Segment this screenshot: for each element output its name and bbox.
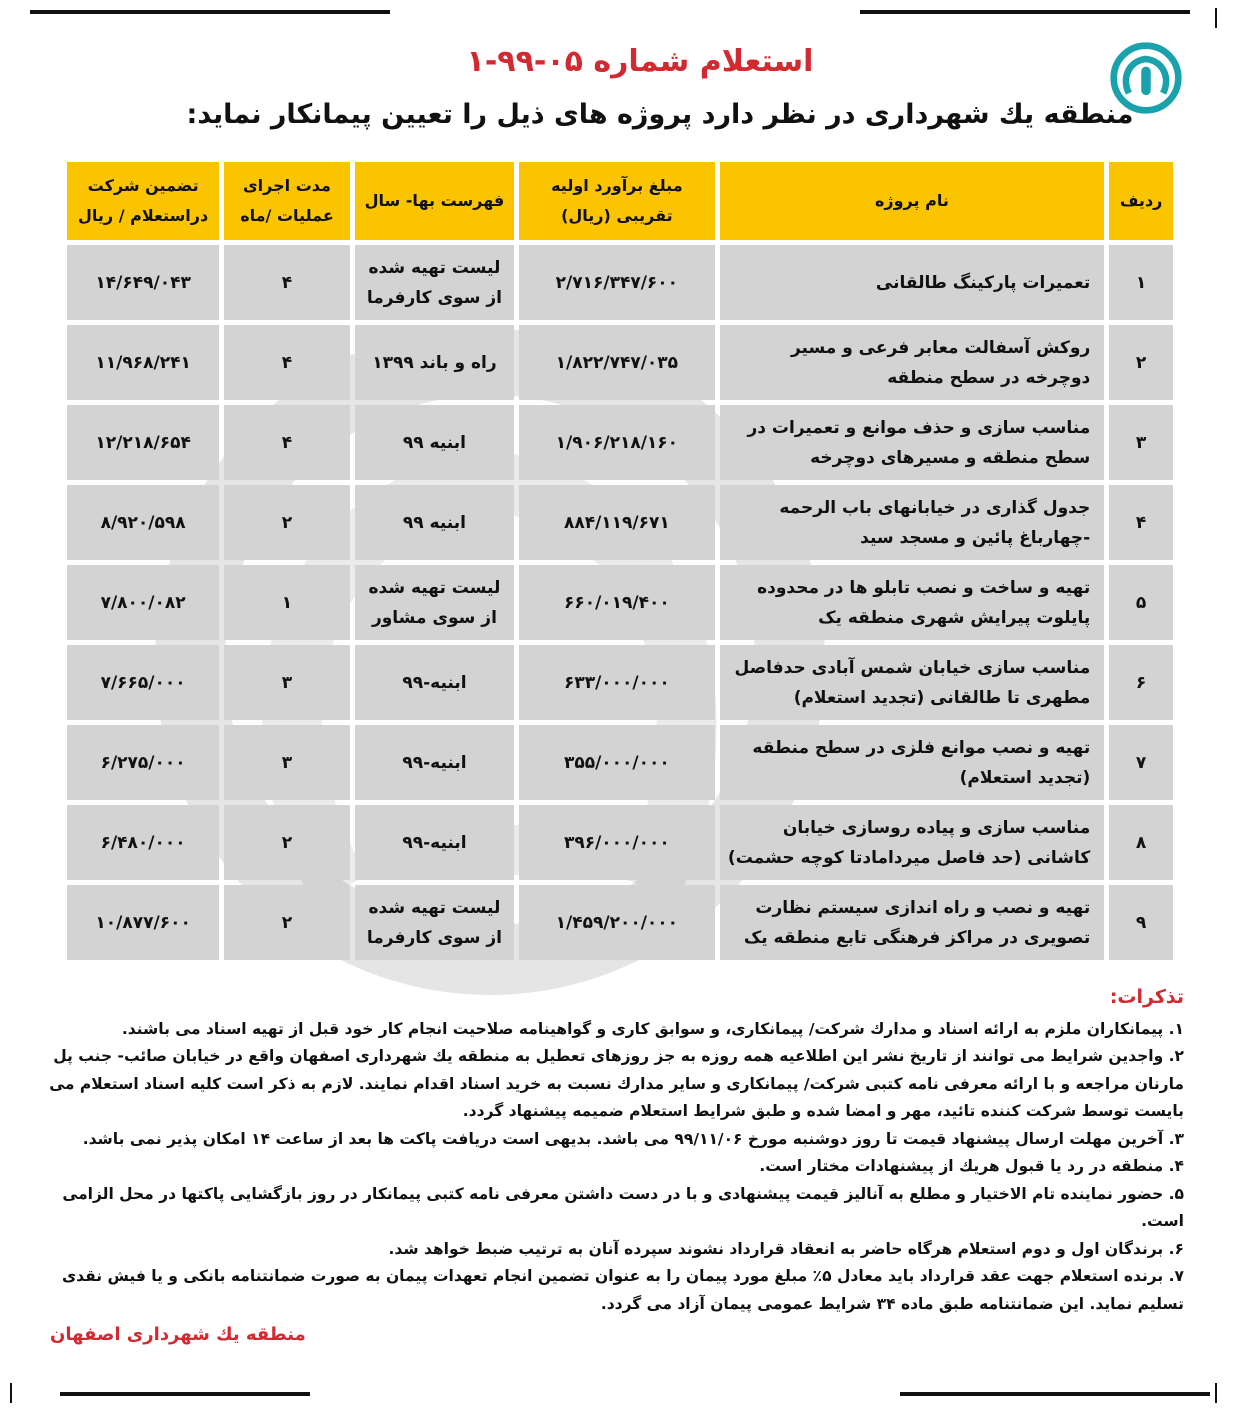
guarantee-amount: ۱۰/۸۷۷/۶۰۰: [67, 885, 219, 960]
price-list: ابنیه ۹۹: [355, 485, 514, 560]
top-rule-right: [860, 10, 1190, 14]
table-row: [67, 645, 1173, 720]
header-estimate: [519, 162, 714, 240]
header-duration-line2: عملیات /ماه: [240, 206, 334, 225]
estimate-amount: ۲/۷۱۶/۳۴۷/۶۰۰: [519, 245, 714, 320]
bottom-rule-left: [60, 1392, 310, 1396]
notes-heading: تذکرات:: [1109, 986, 1184, 1008]
crop-mark: [1215, 1383, 1217, 1403]
estimate-amount: ۳۹۶/۰۰۰/۰۰۰: [519, 805, 714, 880]
estimate-amount: ۶۶۰/۰۱۹/۴۰۰: [519, 565, 714, 640]
header-duration: [224, 162, 349, 240]
guarantee-amount: ۱۱/۹۶۸/۲۴۱: [67, 325, 219, 400]
duration-months: ۳: [224, 645, 349, 720]
duration-months: ۳: [224, 725, 349, 800]
table-row: [67, 325, 1173, 400]
estimate-amount: ۸۸۴/۱۱۹/۶۷۱: [519, 485, 714, 560]
guarantee-amount: ۷/۸۰۰/۰۸۲: [67, 565, 219, 640]
price-list: لیست تهیه شده از سوی کارفرما: [355, 245, 514, 320]
duration-months: ۲: [224, 805, 349, 880]
price-list: ابنیه-۹۹: [355, 725, 514, 800]
header-price-list: فهرست بها- سال: [355, 162, 514, 240]
note-item: ۳. آخرین مهلت ارسال پیشنهاد قیمت تا روز دوشنبه مورخ ۹۹/۱۱/۰۶ می باشد. بدیهی است دریافت پاکت ها بعد از ساعت ۱۴ امکان پذیر نمی باشد.: [82, 1129, 1184, 1148]
guarantee-amount: ۶/۴۸۰/۰۰۰: [67, 805, 219, 880]
note-item: ۶. برندگان اول و دوم استعلام هرگاه حاضر به انعقاد قرارداد نشوند سپرده آنان به ترتیب ضبط خواهد شد.: [388, 1239, 1184, 1258]
guarantee-amount: ۶/۲۷۵/۰۰۰: [67, 725, 219, 800]
project-name: مناسب سازی و پیاده روسازی خیابان کاشانی (حد فاصل میردامادتا کوچه حشمت): [720, 805, 1105, 880]
price-list: لیست تهیه شده از سوی مشاور: [355, 565, 514, 640]
price-list: لیست تهیه شده از سوی کارفرما: [355, 885, 514, 960]
guarantee-amount: ۸/۹۲۰/۵۹۸: [67, 485, 219, 560]
header-guarantee-line1: تضمین شرکت: [87, 176, 199, 195]
duration-months: ۴: [224, 405, 349, 480]
table-row: [67, 565, 1173, 640]
duration-months: ۲: [224, 485, 349, 560]
table-row: [67, 245, 1173, 320]
row-number: ۳: [1109, 405, 1173, 480]
top-rule-left: [30, 10, 390, 14]
header-estimate-line1: مبلغ برآورد اولیه: [551, 176, 683, 195]
table-row: [67, 885, 1173, 960]
project-name: تعمیرات پارکینگ طالقانی: [720, 245, 1105, 320]
note-item: ۵. حضور نماینده تام الاختیار و مطلع به آنالیز قیمت پیشنهادی و با در دست داشتن معرفی نامه کتبی پیمانکار در روز بازگشایی پاکتها در محل الزامی است.: [62, 1184, 1184, 1230]
projects-table: [62, 157, 1178, 965]
row-number: ۵: [1109, 565, 1173, 640]
project-name: تهیه و نصب موانع فلزی در سطح منطقه (تجدید استعلام): [720, 725, 1105, 800]
duration-months: ۴: [224, 325, 349, 400]
duration-months: ۱: [224, 565, 349, 640]
note-item: ۴. منطقه در رد یا قبول هریك از پیشنهادات مختار است.: [759, 1157, 1184, 1175]
guarantee-amount: ۱۴/۶۴۹/۰۴۳: [67, 245, 219, 320]
price-list: ابنیه-۹۹: [355, 805, 514, 880]
notice-subtitle: منطقه یك شهرداری در نظر دارد پروژه های ذیل را تعیین پیمانکار نماید:: [186, 99, 1134, 130]
header-guarantee: [67, 162, 219, 240]
duration-months: ۴: [224, 245, 349, 320]
row-number: ۱: [1109, 245, 1173, 320]
price-list: راه و باند ۱۳۹۹: [355, 325, 514, 400]
price-list: ابنیه-۹۹: [355, 645, 514, 720]
bottom-rule-right: [900, 1392, 1210, 1396]
row-number: ۴: [1109, 485, 1173, 560]
price-list: ابنیه ۹۹: [355, 405, 514, 480]
row-number: ۷: [1109, 725, 1173, 800]
guarantee-amount: ۱۲/۲۱۸/۶۵۴: [67, 405, 219, 480]
table-row: [67, 485, 1173, 560]
estimate-amount: ۶۳۳/۰۰۰/۰۰۰: [519, 645, 714, 720]
project-name: مناسب سازی خیابان شمس آبادی حدفاصل مطهری تا طالقانی (تجدید استعلام): [720, 645, 1105, 720]
crop-mark: [1215, 8, 1217, 28]
footer-signature: منطقه یك شهرداری اصفهان: [50, 1324, 306, 1345]
project-name: تهیه و نصب و راه اندازی سیستم نظارت تصویری در مراکز فرهنگی تابع منطقه یک: [720, 885, 1105, 960]
guarantee-amount: ۷/۶۶۵/۰۰۰: [67, 645, 219, 720]
notice-title: استعلام شماره ۰۵-۹۹-۱: [466, 44, 814, 79]
header-project-name: نام پروژه: [720, 162, 1105, 240]
estimate-amount: ۱/۴۵۹/۲۰۰/۰۰۰: [519, 885, 714, 960]
project-name: جدول گذاری در خیابانهای باب الرحمه -چهارباغ پائین و مسجد سید: [720, 485, 1105, 560]
estimate-amount: ۳۵۵/۰۰۰/۰۰۰: [519, 725, 714, 800]
crop-mark: [10, 1383, 12, 1403]
project-name: تهیه و ساخت و نصب تابلو ها در محدوده پایلوت پیرایش شهری منطقه یک: [720, 565, 1105, 640]
note-item: ۷. برنده استعلام جهت عقد قرارداد باید معادل ۵٪ مبلغ مورد پیمان را به عنوان تضمین انجام تعهدات پیمان به صورت ضمانتنامه بانکی و یا فیش نقدی تسلیم نماید. این ضمانتنامه طبق ماده ۳۴ شرایط عمومی پیمان آزاد می گردد.: [61, 1267, 1184, 1313]
row-number: ۶: [1109, 645, 1173, 720]
project-name: مناسب سازی و حذف موانع و تعمیرات در سطح منطقه و مسیرهای دوچرخه: [720, 405, 1105, 480]
table-row: [67, 725, 1173, 800]
notes-section: [44, 984, 1184, 1318]
duration-months: ۲: [224, 885, 349, 960]
row-number: ۹: [1109, 885, 1173, 960]
estimate-amount: ۱/۸۲۲/۷۴۷/۰۳۵: [519, 325, 714, 400]
row-number: ۸: [1109, 805, 1173, 880]
row-number: ۲: [1109, 325, 1173, 400]
header-row-number: ردیف: [1109, 162, 1173, 240]
note-item: ۲. واجدین شرایط می توانند از تاریخ نشر این اطلاعیه همه روزه به جز روزهای تعطیل به منطقه یك شهرداری اصفهان واقع در خیابان صائب- جنب پل مارنان مراجعه و با ارائه معرفی نامه کتبی شرکت/ پیمانکاری و سایر مدارك نسبت به خرید اسناد اقدام نمایند. لازم به ذکر است کلیه اسناد استعلام می بایست توسط شرکت کننده تائید، مهر و امضا شده و طبق شرایط استعلام ضمیمه پیشنهاد گردد.: [49, 1047, 1184, 1120]
project-name: روکش آسفالت معابر فرعی و مسیر دوچرخه در سطح منطقه: [720, 325, 1105, 400]
header-estimate-line2: تقریبی (ریال): [561, 206, 673, 225]
header-duration-line1: مدت اجرای: [243, 176, 331, 195]
note-item: ۱. پیمانکاران ملزم به ارائه اسناد و مدارك شرکت/ پیمانکاری، و سوابق کاری و گواهینامه صلاحیت انجام کار خود قبل از تهیه اسناد می باشند.: [121, 1019, 1184, 1038]
table-header-row: [67, 162, 1173, 240]
table-row: [67, 405, 1173, 480]
estimate-amount: ۱/۹۰۶/۲۱۸/۱۶۰: [519, 405, 714, 480]
header-guarantee-line2: دراستعلام / ریال: [78, 206, 209, 225]
table-row: [67, 805, 1173, 880]
